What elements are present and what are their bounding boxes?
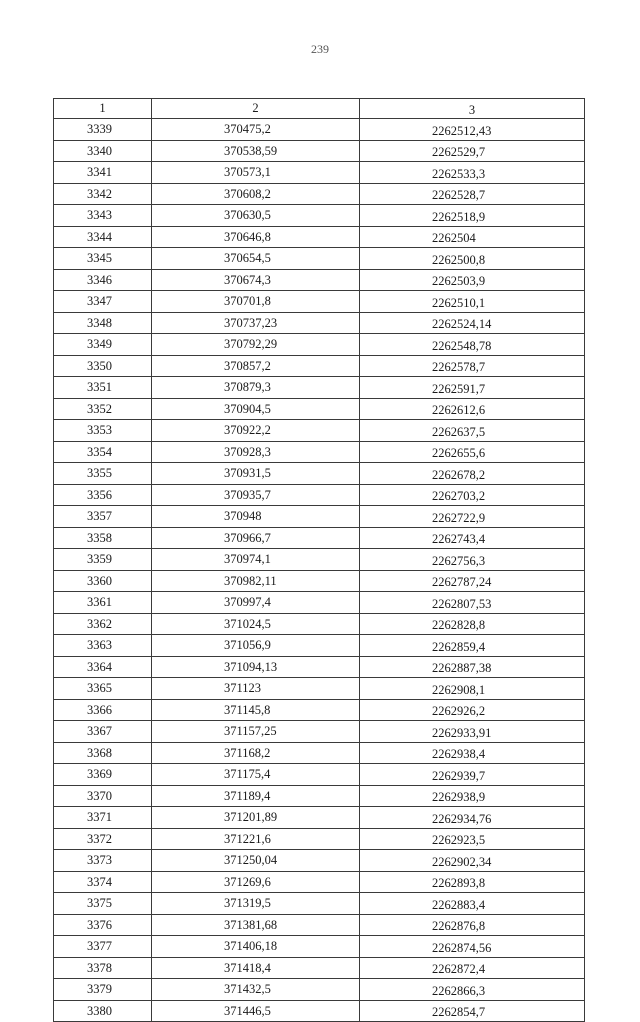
table-row: [54, 119, 585, 141]
x-coordinate-cell: 370654,5: [152, 248, 360, 270]
table-row: [54, 506, 585, 528]
point-number-cell: 3376: [54, 914, 152, 936]
x-coordinate-cell: 371221,6: [152, 828, 360, 850]
y-coordinate-cell: 2262938,9: [360, 785, 585, 807]
x-coordinate-cell: 370475,2: [152, 119, 360, 141]
y-coordinate-cell: 2262591,7: [360, 377, 585, 399]
point-number-cell: 3377: [54, 936, 152, 958]
x-coordinate-cell: 370935,7: [152, 484, 360, 506]
x-coordinate-cell: 371157,25: [152, 721, 360, 743]
point-number-cell: 3353: [54, 420, 152, 442]
x-coordinate-cell: 371094,13: [152, 656, 360, 678]
point-number-cell: 3345: [54, 248, 152, 270]
table-row: [54, 377, 585, 399]
point-number-cell: 3378: [54, 957, 152, 979]
point-number-cell: 3343: [54, 205, 152, 227]
x-coordinate-cell: 370982,11: [152, 570, 360, 592]
y-coordinate-cell: 2262703,2: [360, 484, 585, 506]
x-coordinate-cell: 370922,2: [152, 420, 360, 442]
point-number-cell: 3348: [54, 312, 152, 334]
table-row: [54, 183, 585, 205]
x-coordinate-cell: 371168,2: [152, 742, 360, 764]
y-coordinate-cell: 2262787,24: [360, 570, 585, 592]
point-number-cell: 3360: [54, 570, 152, 592]
x-coordinate-cell: 370674,3: [152, 269, 360, 291]
x-coordinate-cell: 370931,5: [152, 463, 360, 485]
y-coordinate-cell: 2262578,7: [360, 355, 585, 377]
x-coordinate-cell: 370630,5: [152, 205, 360, 227]
x-coordinate-cell: 371123: [152, 678, 360, 700]
y-coordinate-cell: 2262524,14: [360, 312, 585, 334]
x-coordinate-cell: 371189,4: [152, 785, 360, 807]
point-number-cell: 3373: [54, 850, 152, 872]
y-coordinate-cell: 2262883,4: [360, 893, 585, 915]
point-number-cell: 3347: [54, 291, 152, 313]
x-coordinate-cell: 370701,8: [152, 291, 360, 313]
y-coordinate-cell: 2262893,8: [360, 871, 585, 893]
point-number-cell: 3357: [54, 506, 152, 528]
table-row: [54, 420, 585, 442]
table-row: [54, 742, 585, 764]
x-coordinate-cell: 370879,3: [152, 377, 360, 399]
y-coordinate-cell: 2262828,8: [360, 613, 585, 635]
table-row: [54, 785, 585, 807]
point-number-cell: 3340: [54, 140, 152, 162]
table-row: [54, 914, 585, 936]
y-coordinate-cell: 2262548,78: [360, 334, 585, 356]
y-coordinate-cell: 2262655,6: [360, 441, 585, 463]
x-coordinate-cell: 370646,8: [152, 226, 360, 248]
x-coordinate-cell: 371406,18: [152, 936, 360, 958]
x-coordinate-cell: 371319,5: [152, 893, 360, 915]
point-number-cell: 3349: [54, 334, 152, 356]
table-row: [54, 570, 585, 592]
table-row: [54, 398, 585, 420]
column-header-1: 1: [54, 99, 152, 119]
table-row: [54, 334, 585, 356]
x-coordinate-cell: 370608,2: [152, 183, 360, 205]
y-coordinate-cell: 2262887,38: [360, 656, 585, 678]
y-coordinate-cell: 2262934,76: [360, 807, 585, 829]
y-coordinate-cell: 2262612,6: [360, 398, 585, 420]
y-coordinate-cell: 2262743,4: [360, 527, 585, 549]
table-row: [54, 248, 585, 270]
table-row: [54, 979, 585, 1001]
point-number-cell: 3372: [54, 828, 152, 850]
table-row: [54, 828, 585, 850]
table-row: [54, 957, 585, 979]
y-coordinate-cell: 2262722,9: [360, 506, 585, 528]
table-row: [54, 1000, 585, 1022]
point-number-cell: 3369: [54, 764, 152, 786]
x-coordinate-cell: 370948: [152, 506, 360, 528]
x-coordinate-cell: 370857,2: [152, 355, 360, 377]
point-number-cell: 3379: [54, 979, 152, 1001]
x-coordinate-cell: 371446,5: [152, 1000, 360, 1022]
point-number-cell: 3361: [54, 592, 152, 614]
point-number-cell: 3367: [54, 721, 152, 743]
point-number-cell: 3339: [54, 119, 152, 141]
y-coordinate-cell: 2262939,7: [360, 764, 585, 786]
y-coordinate-cell: 2262872,4: [360, 957, 585, 979]
table-row: [54, 592, 585, 614]
table-row: [54, 635, 585, 657]
y-coordinate-cell: 2262866,3: [360, 979, 585, 1001]
table-row: [54, 764, 585, 786]
x-coordinate-cell: 370928,3: [152, 441, 360, 463]
table-row: [54, 527, 585, 549]
table-row: [54, 678, 585, 700]
table-row: [54, 140, 585, 162]
table-row: [54, 269, 585, 291]
point-number-cell: 3344: [54, 226, 152, 248]
y-coordinate-cell: 2262518,9: [360, 205, 585, 227]
x-coordinate-cell: 371250,04: [152, 850, 360, 872]
x-coordinate-cell: 371024,5: [152, 613, 360, 635]
x-coordinate-cell: 370792,29: [152, 334, 360, 356]
y-coordinate-cell: 2262902,34: [360, 850, 585, 872]
y-coordinate-cell: 2262528,7: [360, 183, 585, 205]
y-coordinate-cell: 2262854,7: [360, 1000, 585, 1022]
y-coordinate-cell: 2262874,56: [360, 936, 585, 958]
y-coordinate-cell: 2262756,3: [360, 549, 585, 571]
point-number-cell: 3364: [54, 656, 152, 678]
point-number-cell: 3371: [54, 807, 152, 829]
y-coordinate-cell: 2262876,8: [360, 914, 585, 936]
point-number-cell: 3368: [54, 742, 152, 764]
y-coordinate-cell: 2262529,7: [360, 140, 585, 162]
table-row: [54, 807, 585, 829]
table-row: [54, 463, 585, 485]
x-coordinate-cell: 371269,6: [152, 871, 360, 893]
y-coordinate-cell: 2262908,1: [360, 678, 585, 700]
y-coordinate-cell: 2262512,43: [360, 119, 585, 141]
column-header-2: 2: [152, 99, 360, 119]
table-row: [54, 549, 585, 571]
point-number-cell: 3375: [54, 893, 152, 915]
table-header: [54, 99, 585, 119]
table-row: [54, 205, 585, 227]
table-row: [54, 893, 585, 915]
x-coordinate-cell: 371432,5: [152, 979, 360, 1001]
point-number-cell: 3359: [54, 549, 152, 571]
table-row: [54, 162, 585, 184]
y-coordinate-cell: 2262510,1: [360, 291, 585, 313]
point-number-cell: 3342: [54, 183, 152, 205]
point-number-cell: 3363: [54, 635, 152, 657]
table-row: [54, 613, 585, 635]
y-coordinate-cell: 2262533,3: [360, 162, 585, 184]
point-number-cell: 3362: [54, 613, 152, 635]
x-coordinate-cell: 370538,59: [152, 140, 360, 162]
point-number-cell: 3374: [54, 871, 152, 893]
table-body: [54, 119, 585, 1022]
y-coordinate-cell: 2262859,4: [360, 635, 585, 657]
x-coordinate-cell: 371381,68: [152, 914, 360, 936]
point-number-cell: 3350: [54, 355, 152, 377]
column-header-3: 3: [360, 99, 585, 119]
x-coordinate-cell: 371418,4: [152, 957, 360, 979]
point-number-cell: 3354: [54, 441, 152, 463]
point-number-cell: 3380: [54, 1000, 152, 1022]
point-number-cell: 3355: [54, 463, 152, 485]
y-coordinate-cell: 2262503,9: [360, 269, 585, 291]
coordinates-table: [53, 98, 585, 1022]
x-coordinate-cell: 370966,7: [152, 527, 360, 549]
y-coordinate-cell: 2262504: [360, 226, 585, 248]
y-coordinate-cell: 2262637,5: [360, 420, 585, 442]
table-row: [54, 699, 585, 721]
point-number-cell: 3352: [54, 398, 152, 420]
point-number-cell: 3358: [54, 527, 152, 549]
x-coordinate-cell: 370904,5: [152, 398, 360, 420]
table-row: [54, 226, 585, 248]
table-row: [54, 355, 585, 377]
point-number-cell: 3365: [54, 678, 152, 700]
y-coordinate-cell: 2262678,2: [360, 463, 585, 485]
y-coordinate-cell: 2262938,4: [360, 742, 585, 764]
table-row: [54, 936, 585, 958]
y-coordinate-cell: 2262807,53: [360, 592, 585, 614]
x-coordinate-cell: 370573,1: [152, 162, 360, 184]
x-coordinate-cell: 371201,89: [152, 807, 360, 829]
table-row: [54, 441, 585, 463]
table-row: [54, 721, 585, 743]
table-row: [54, 656, 585, 678]
x-coordinate-cell: 371056,9: [152, 635, 360, 657]
table-row: [54, 850, 585, 872]
point-number-cell: 3356: [54, 484, 152, 506]
x-coordinate-cell: 370737,23: [152, 312, 360, 334]
x-coordinate-cell: 370974,1: [152, 549, 360, 571]
point-number-cell: 3366: [54, 699, 152, 721]
page-number: 239: [311, 42, 329, 56]
table-row: [54, 291, 585, 313]
x-coordinate-cell: 371175,4: [152, 764, 360, 786]
table-row: [54, 871, 585, 893]
y-coordinate-cell: 2262500,8: [360, 248, 585, 270]
point-number-cell: 3351: [54, 377, 152, 399]
header-row: [54, 99, 585, 119]
x-coordinate-cell: 370997,4: [152, 592, 360, 614]
y-coordinate-cell: 2262933,91: [360, 721, 585, 743]
x-coordinate-cell: 371145,8: [152, 699, 360, 721]
table-row: [54, 484, 585, 506]
point-number-cell: 3341: [54, 162, 152, 184]
point-number-cell: 3370: [54, 785, 152, 807]
y-coordinate-cell: 2262926,2: [360, 699, 585, 721]
y-coordinate-cell: 2262923,5: [360, 828, 585, 850]
point-number-cell: 3346: [54, 269, 152, 291]
table-row: [54, 312, 585, 334]
